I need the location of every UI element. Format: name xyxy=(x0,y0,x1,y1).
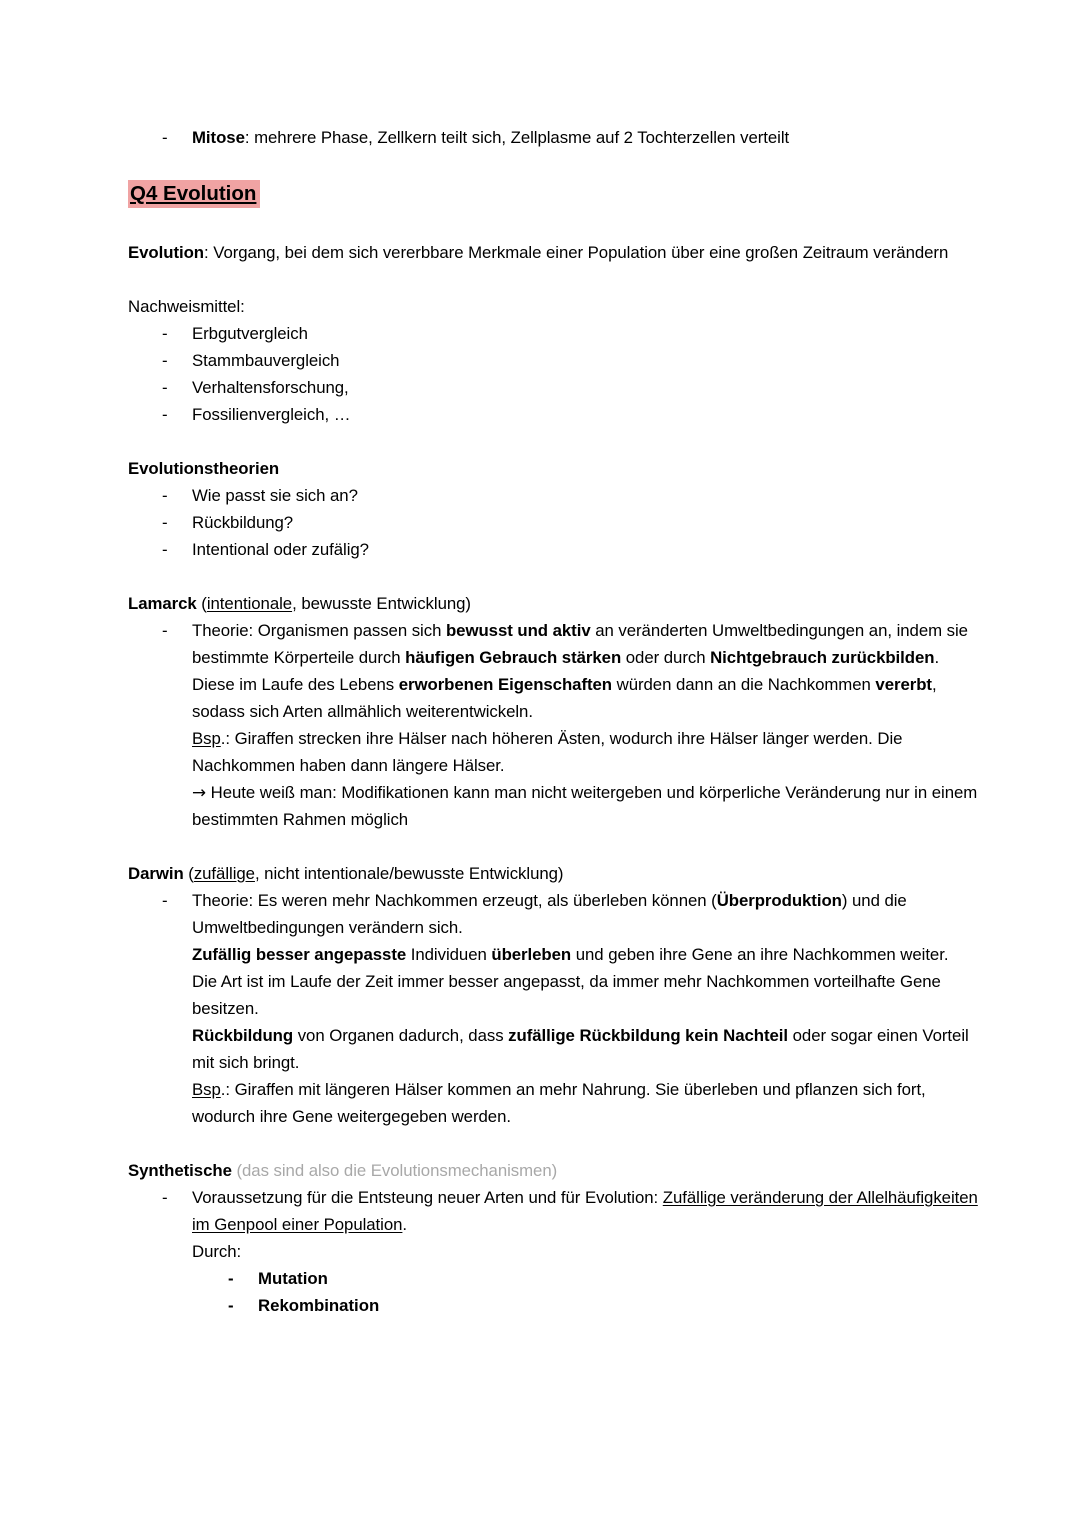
bullet-dash-icon: - xyxy=(162,540,168,559)
lamarck-theorie-c: an veränderten Umweltbedingungen an, indem sie bestimmte Körperteile durch xyxy=(192,621,968,667)
darwin-p2-d: und geben ihre Gene an ihre Nachkommen weiter. xyxy=(571,945,949,964)
lamarck-theorie-e: oder durch xyxy=(621,648,711,667)
bullet-dash-icon: - xyxy=(162,128,168,147)
list-item-label: Wie passt sie sich an? xyxy=(192,486,358,505)
darwin-list xyxy=(128,887,978,941)
lamarck-heading xyxy=(128,590,978,617)
lamarck-theorie-k: , sodass sich Arten allmählich weiterentwickeln. xyxy=(192,675,937,721)
spacer xyxy=(128,1130,978,1157)
arrow-right-icon: → xyxy=(192,782,207,802)
bullet-dash-icon: - xyxy=(162,621,168,640)
page-title xyxy=(128,178,978,212)
list-item xyxy=(128,617,978,725)
lamarck-bsp-label: Bsp xyxy=(192,729,221,748)
list-item-label: Rückbildung? xyxy=(192,513,294,532)
mitose-bullet-list xyxy=(128,124,978,151)
darwin-heading xyxy=(128,860,978,887)
darwin-bsp-label: Bsp xyxy=(192,1080,221,1099)
spacer xyxy=(128,151,978,178)
lamarck-name: Lamarck xyxy=(128,594,197,613)
evolutionstheorien-label: Evolutionstheorien xyxy=(128,459,280,478)
darwin-theorie-c: ) und die Umweltbedingungen verändern sich. xyxy=(192,891,907,937)
list-item-label: Mutation xyxy=(258,1269,328,1288)
list-item-label: Verhaltensforschung, xyxy=(192,378,349,397)
lamarck-paren-rest: , bewusste Entwicklung) xyxy=(292,594,471,613)
lamarck-beispiel xyxy=(128,725,978,779)
list-item xyxy=(128,887,978,941)
darwin-beispiel xyxy=(128,1076,978,1130)
voraussetzung-a: Voraussetzung für die Entsteung neuer Arten und für Evolution: xyxy=(192,1188,663,1207)
heading-highlight: Q4 Evolution xyxy=(128,180,260,208)
list-item xyxy=(128,347,978,374)
mitose-term: Mitose xyxy=(192,128,245,147)
lamarck-theorie-bold-4: erworbenen Eigenschaften xyxy=(398,675,613,694)
darwin-paren-rest: , nicht intentionale/bewusste Entwicklung) xyxy=(254,864,564,883)
darwin-p4-b: von Organen dadurch, dass xyxy=(293,1026,509,1045)
nachweismittel-label: Nachweismittel: xyxy=(128,297,245,316)
voraussetzung-underlined: Zufällige veränderung der Allelhäufigkeiten im Genpool einer Population xyxy=(192,1188,978,1234)
darwin-theorie-a: Theorie: Es weren mehr Nachkommen erzeugt, als überleben können ( xyxy=(192,891,717,910)
list-item xyxy=(128,1184,978,1238)
lamarck-theorie-bold-1: bewusst und aktiv xyxy=(445,621,591,640)
list-item-label: Fossilienvergleich, … xyxy=(192,405,351,424)
bullet-dash-icon: - xyxy=(162,405,168,424)
list-item xyxy=(128,536,978,563)
list-item xyxy=(128,401,978,428)
darwin-paren-open: ( xyxy=(183,864,194,883)
spacer xyxy=(128,428,978,455)
bullet-dash-icon: - xyxy=(162,378,168,397)
list-item xyxy=(128,482,978,509)
mitose-rest: : mehrere Phase, Zellkern teilt sich, Zellplasme auf 2 Tochterzellen verteilt xyxy=(244,128,790,147)
lamarck-bsp-text: .: Giraffen strecken ihre Hälser nach höheren Ästen, wodurch ihre Hälser länger werden. Die Nachkommen haben dann längere Hälser. xyxy=(192,729,903,775)
durch-label: Durch: xyxy=(192,1242,242,1261)
bullet-dash-icon: - xyxy=(228,1296,234,1315)
list-item xyxy=(128,320,978,347)
list-item xyxy=(128,1292,978,1319)
darwin-name: Darwin xyxy=(128,864,184,883)
lamarck-paren-open: ( xyxy=(196,594,207,613)
document-content xyxy=(128,124,978,1319)
list-item-label: Stammbauvergleich xyxy=(192,351,340,370)
lamarck-theorie-a: Theorie: Organismen passen sich xyxy=(192,621,446,640)
synthetische-heading xyxy=(128,1157,978,1184)
lamarck-theorie-bold-2: häufigen Gebrauch stärken xyxy=(405,648,622,667)
spacer xyxy=(128,212,978,239)
voraussetzung-c: . xyxy=(402,1215,408,1234)
darwin-p4-bold-2: zufällige Rückbildung kein Nachteil xyxy=(508,1026,789,1045)
darwin-underlined: zufällige xyxy=(193,864,255,883)
evolutionstheorien-heading xyxy=(128,455,978,482)
bullet-dash-icon: - xyxy=(162,351,168,370)
bullet-dash-icon: - xyxy=(162,486,168,505)
lamarck-theorie-g: . Diese im Laufe des Lebens xyxy=(192,648,940,694)
list-item-label: Intentional oder zufälig? xyxy=(192,540,369,559)
spacer xyxy=(128,266,978,293)
evolution-term: Evolution xyxy=(128,243,204,262)
list-item xyxy=(128,1265,978,1292)
list-item xyxy=(128,124,978,151)
darwin-p4 xyxy=(128,1022,978,1076)
darwin-p2 xyxy=(128,941,978,968)
evolution-definition-text: : Vorgang, bei dem sich vererbbare Merkmale einer Population über eine großen Zeitraum verändern xyxy=(204,243,949,262)
darwin-p3: Die Art ist im Laufe der Zeit immer besser angepasst, da immer mehr Nachkommen vorteilhafte Gene besitzen. xyxy=(192,972,941,1018)
lamarck-theorie-bold-5: vererbt xyxy=(875,675,932,694)
synthetische-list xyxy=(128,1184,978,1238)
synthetische-name: Synthetische xyxy=(128,1161,232,1180)
lamarck-theorie-i: würden dann an die Nachkommen xyxy=(612,675,876,694)
darwin-p4-d: oder sogar einen Vorteil mit sich bringt. xyxy=(192,1026,969,1072)
synthetische-note: (das sind also die Evolutionsmechanismen) xyxy=(231,1161,558,1180)
darwin-p2-b: Individuen xyxy=(406,945,492,964)
lamarck-underlined: intentionale xyxy=(206,594,293,613)
bullet-dash-icon: - xyxy=(228,1269,234,1288)
list-item-label: Erbgutvergleich xyxy=(192,324,308,343)
synthetische-sub-list xyxy=(128,1265,978,1319)
darwin-bsp-text: .: Giraffen mit längeren Hälser kommen an mehr Nahrung. Sie überleben und pflanzen sich fort, wodurch ihre Gene weitergegeben werden. xyxy=(192,1080,926,1126)
evolution-definition xyxy=(128,239,978,266)
darwin-theorie-bold-1: Überproduktion xyxy=(716,891,842,910)
lamarck-list xyxy=(128,617,978,725)
list-item xyxy=(128,374,978,401)
list-item-label: Rekombination xyxy=(258,1296,380,1315)
lamarck-fazit-text: Heute weiß man: Modifikationen kann man nicht weitergeben und körperliche Veränderung nur in einem bestimmten Rahmen möglich xyxy=(192,783,978,829)
darwin-p2-bold-1: Zufällig besser angepasste xyxy=(192,945,407,964)
bullet-dash-icon: - xyxy=(162,891,168,910)
spacer xyxy=(128,563,978,590)
lamarck-fazit xyxy=(128,779,978,833)
lamarck-theorie-bold-3: Nichtgebrauch zurückbilden xyxy=(710,648,935,667)
darwin-p4-bold-1: Rückbildung xyxy=(192,1026,294,1045)
bullet-dash-icon: - xyxy=(162,513,168,532)
bullet-dash-icon: - xyxy=(162,324,168,343)
list-item xyxy=(128,509,978,536)
evolutionstheorien-list xyxy=(128,482,978,563)
spacer xyxy=(128,833,978,860)
nachweismittel-list xyxy=(128,320,978,428)
bullet-dash-icon: - xyxy=(162,1188,168,1207)
darwin-p2-bold-2: überleben xyxy=(491,945,572,964)
